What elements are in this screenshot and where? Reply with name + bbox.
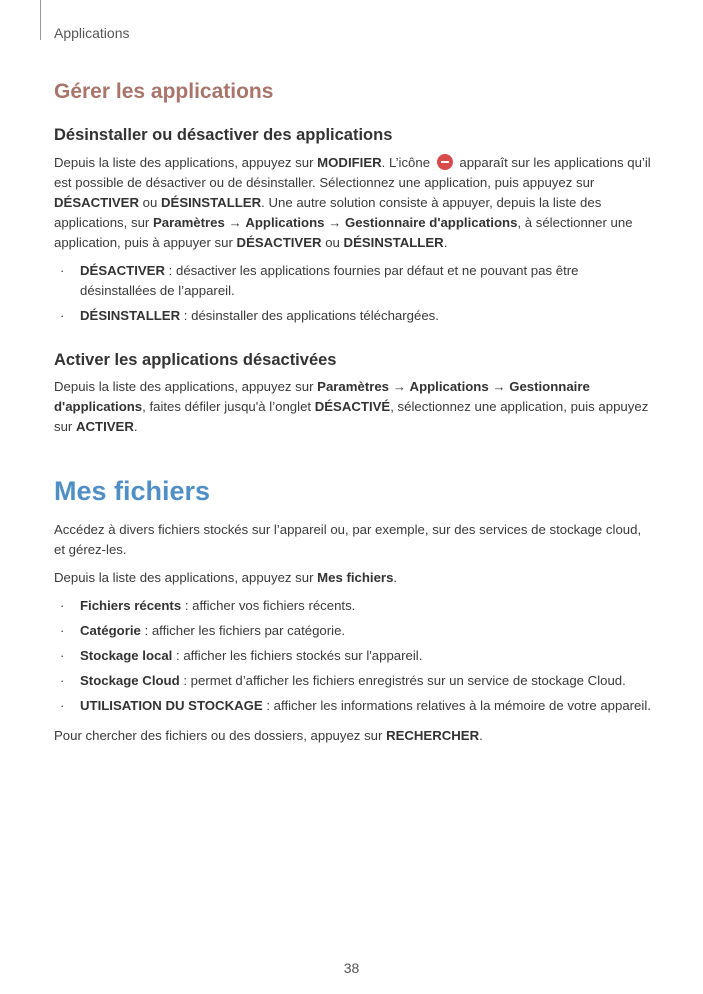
page-content — [54, 78, 654, 754]
list-item: · UTILISATION DU STOCKAGE : afficher les informations relatives à la mémoire de votre appareil. — [54, 696, 654, 716]
bullet-icon: · — [60, 307, 65, 323]
list-item: · DÉSACTIVER : désactiver les applications fournies par défaut et ne pouvant pas être désinstallées de l’appareil. — [60, 262, 579, 298]
mes-fichiers-options-list — [54, 596, 654, 716]
header-rule — [40, 0, 41, 40]
list-item: · Fichiers récents : afficher vos fichiers récents. — [54, 596, 654, 616]
remove-icon — [437, 154, 453, 170]
uninstall-options-list — [54, 261, 654, 326]
modifier-term: MODIFIER — [317, 154, 382, 170]
list-item: · Stockage Cloud : permet d’afficher les fichiers enregistrés sur un service de stockage Cloud. — [54, 671, 654, 691]
bullet-icon: · — [60, 262, 65, 278]
bullet-icon: · — [60, 697, 65, 713]
list-item: · Catégorie : afficher les fichiers par catégorie. — [54, 621, 654, 641]
uninstall-paragraph: Depuis la liste des applications, appuyez sur MODIFIER. L’icône apparaît sur les applications qu’il est possible de désactiver ou de désinstaller. Sélectionnez une application, puis appuyez sur DÉSACTIVER ou DÉSINSTALLER. Une autre solution consiste à appuyer, depuis la liste des applications, sur Paramètres → Applications → Gestionnaire d'applications, à sélectionner une application, puis à appuyer sur DÉSACTIVER ou DÉSINSTALLER. — [54, 154, 651, 250]
activate-paragraph: Depuis la liste des applications, appuyez sur Paramètres → Applications → Gestionnaire d'applications, faites défiler jusqu'à l’onglet DÉSACTIVÉ, sélectionnez une application, puis appuyez sur ACTIVER. — [54, 379, 649, 435]
mes-fichiers-intro: Accédez à divers fichiers stockés sur l’appareil ou, par exemple, sur des services de stockage cloud, et gérez-les. — [54, 521, 642, 557]
list-item: · DÉSINSTALLER : désinstaller des applications téléchargées. — [54, 306, 654, 326]
list-item: · Stockage local : afficher les fichiers stockés sur l'appareil. — [54, 646, 654, 666]
mes-fichiers-access: Depuis la liste des applications, appuyez sur Mes fichiers. — [54, 569, 398, 585]
section-title: Gérer les applications — [54, 80, 274, 103]
bullet-icon: · — [60, 672, 65, 688]
subsection-title-activate: Activer les applications désactivées — [54, 350, 337, 369]
mes-fichiers-title: Mes fichiers — [54, 476, 211, 507]
running-header: Applications — [54, 25, 130, 41]
subsection-title-uninstall: Désinstaller ou désactiver des applications — [54, 126, 393, 145]
bullet-icon: · — [60, 597, 65, 613]
bullet-icon: · — [60, 622, 65, 638]
bullet-icon: · — [60, 647, 65, 663]
search-paragraph: Pour chercher des fichiers ou des dossiers, appuyez sur RECHERCHER. — [54, 727, 483, 743]
page-number: 38 — [343, 960, 360, 976]
